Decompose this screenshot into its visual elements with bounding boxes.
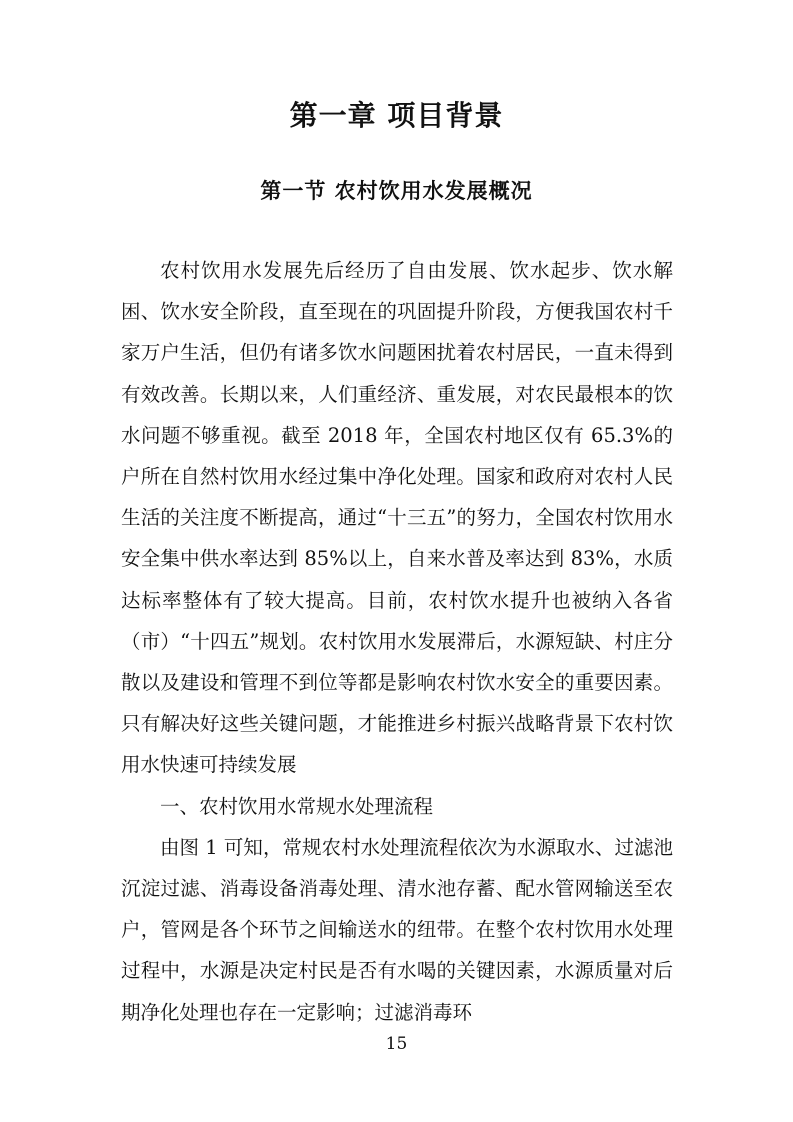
- page-number: 15: [385, 1034, 408, 1054]
- paragraph-process-description: 由图 1 可知，常规农村水处理流程依次为水源取水、过滤池沉淀过滤、消毒设备消毒处理、清水池存蓄、配水管网输送至农户，管网是各个环节之间输送水的纽带。在整个农村饮用水处理过程中，水源是决定村民是否有水喝的关键因素，水源质量对后期净化处理也存在一定影响；过滤消毒环: [121, 835, 673, 1024]
- subheading-water-treatment-process: 一、农村饮用水常规水处理流程: [160, 794, 434, 818]
- body-text: [121, 250, 673, 1033]
- chapter-title: 第一章 项目背景: [289, 99, 504, 132]
- paragraph-intro: 农村饮用水发展先后经历了自由发展、饮水起步、饮水解困、饮水安全阶段，直至现在的巩固提升阶段，方便我国农村千家万户生活，但仍有诸多饮水问题困扰着农村居民，一直未得到有效改善。长期以来，人们重经济、重发展，对农民最根本的饮水问题不够重视。截至 2018 年，全国农村地区仅有 65.3%的户所在自然村饮用水经过集中净化处理。国家和政府对农村人民生活的关注度不断提高，通过“十三五”的努力，全国农村饮用水安全集中供水率达到 85%以上，自来水普及率达到 83%，水质达标率整体有了较大提高。目前，农村饮水提升也被纳入各省（市）“十四五”规划。农村饮用水发展滞后，水源短缺、村庄分散以及建设和管理不到位等都是影响农村饮水安全的重要因素。只有解决好这些关键问题，才能推进乡村振兴战略背景下农村饮用水快速可持续发展: [121, 259, 673, 777]
- section-title: 第一节 农村饮用水发展概况: [260, 178, 533, 203]
